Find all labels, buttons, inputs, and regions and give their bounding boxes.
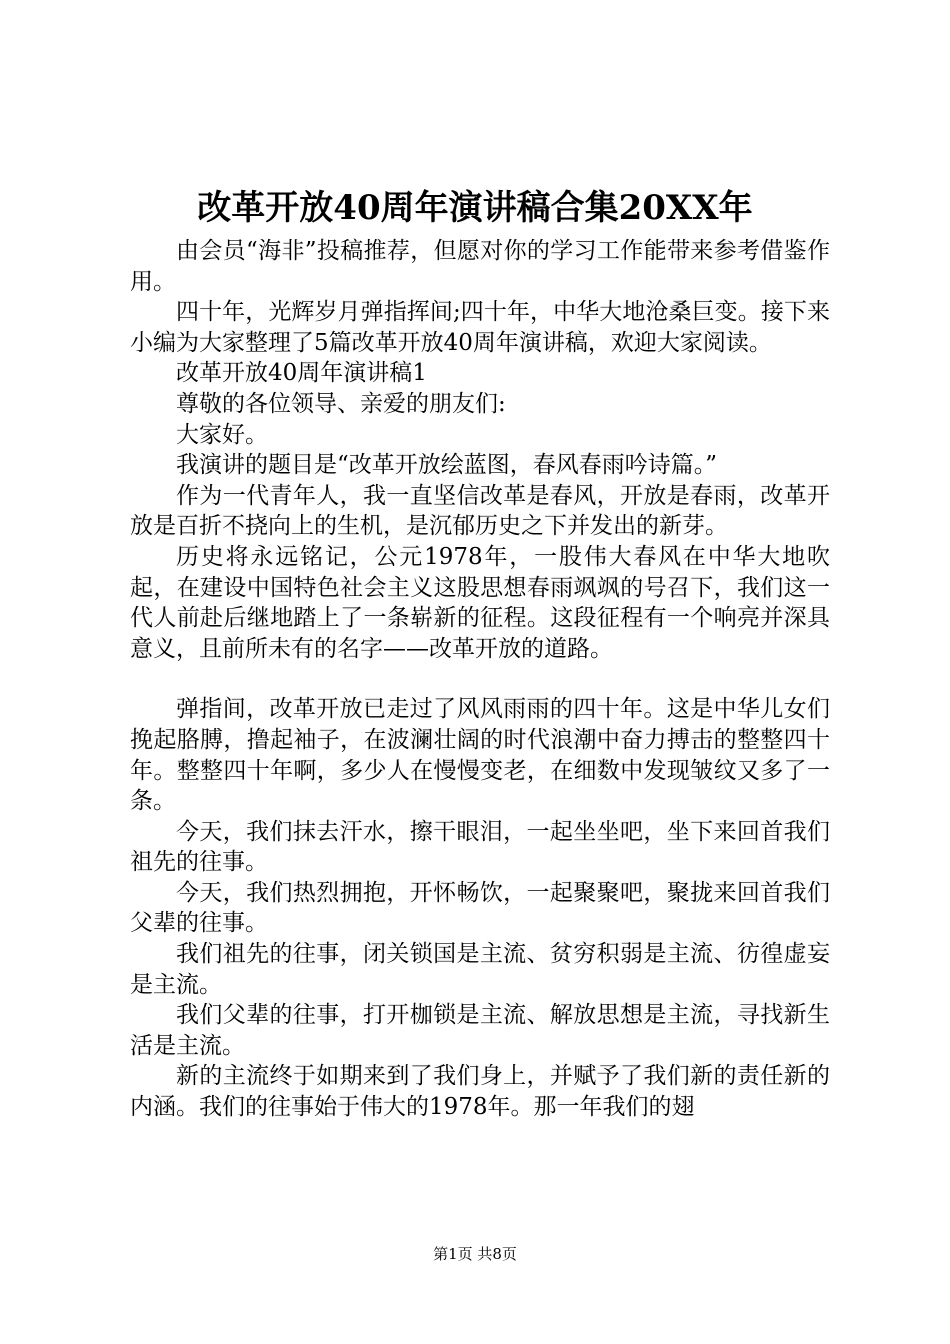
paragraph: 作为一代青年人，我一直坚信改革是春风，开放是春雨，改革开放是百折不挠向上的生机，是沉郁历史之下并发出的新芽。	[130, 482, 830, 540]
paragraph: 由会员“海非”投稿推荐，但愿对你的学习工作能带来参考借鉴作用。	[130, 238, 830, 295]
paragraph: 历史将永远铭记，公元1978年，一股伟大春风在中华大地吹起，在建设中国特色社会主义这股思想春雨飒飒的号召下，我们这一代人前赴后继地踏上了一条崭新的征程。这段征程有一个响亮并深具意义，且前所未有的名字——改革开放的道路。	[130, 543, 830, 662]
document-body	[130, 236, 830, 1123]
paragraph: 四十年，光辉岁月弹指挥间;四十年，中华大地沧桑巨变。接下来小编为大家整理了5篇改革开放40周年演讲稿，欢迎大家阅读。	[130, 299, 830, 356]
document-title: 改革开放40周年演讲稿合集20XX年	[197, 188, 753, 228]
paragraph: 我们父辈的往事，打开枷锁是主流、解放思想是主流，寻找新生活是主流。	[130, 1002, 830, 1059]
page-footer: 第1页 共8页	[433, 1245, 517, 1263]
paragraph: 我演讲的题目是“改革开放绘蓝图，春风春雨吟诗篇。”	[176, 452, 718, 479]
paragraph: 我们祖先的往事，闭关锁国是主流、贫穷积弱是主流、彷徨虚妄是主流。	[130, 941, 830, 998]
paragraph: 新的主流终于如期来到了我们身上，并赋予了我们新的责任新的内涵。我们的往事始于伟大的1978年。那一年我们的翅	[130, 1063, 830, 1121]
paragraph: 今天，我们抹去汗水，擦干眼泪，一起坐坐吧，坐下来回首我们祖先的往事。	[130, 818, 830, 876]
paragraph: 改革开放40周年演讲稿1	[176, 360, 427, 387]
paragraph: 弹指间，改革开放已走过了风风雨雨的四十年。这是中华儿女们挽起胳膊，撸起袖子，在波澜壮阔的时代浪潮中奋力搏击的整整四十年。整整四十年啊，多少人在慢慢变老，在细数中发现皱纹又多了一条。	[130, 696, 830, 815]
paragraph: 尊敬的各位领导、亲爱的朋友们:	[176, 390, 506, 417]
paragraph: 大家好。	[176, 421, 268, 448]
paragraph: 今天，我们热烈拥抱，开怀畅饮，一起聚聚吧，聚拢来回首我们父辈的往事。	[130, 879, 830, 937]
